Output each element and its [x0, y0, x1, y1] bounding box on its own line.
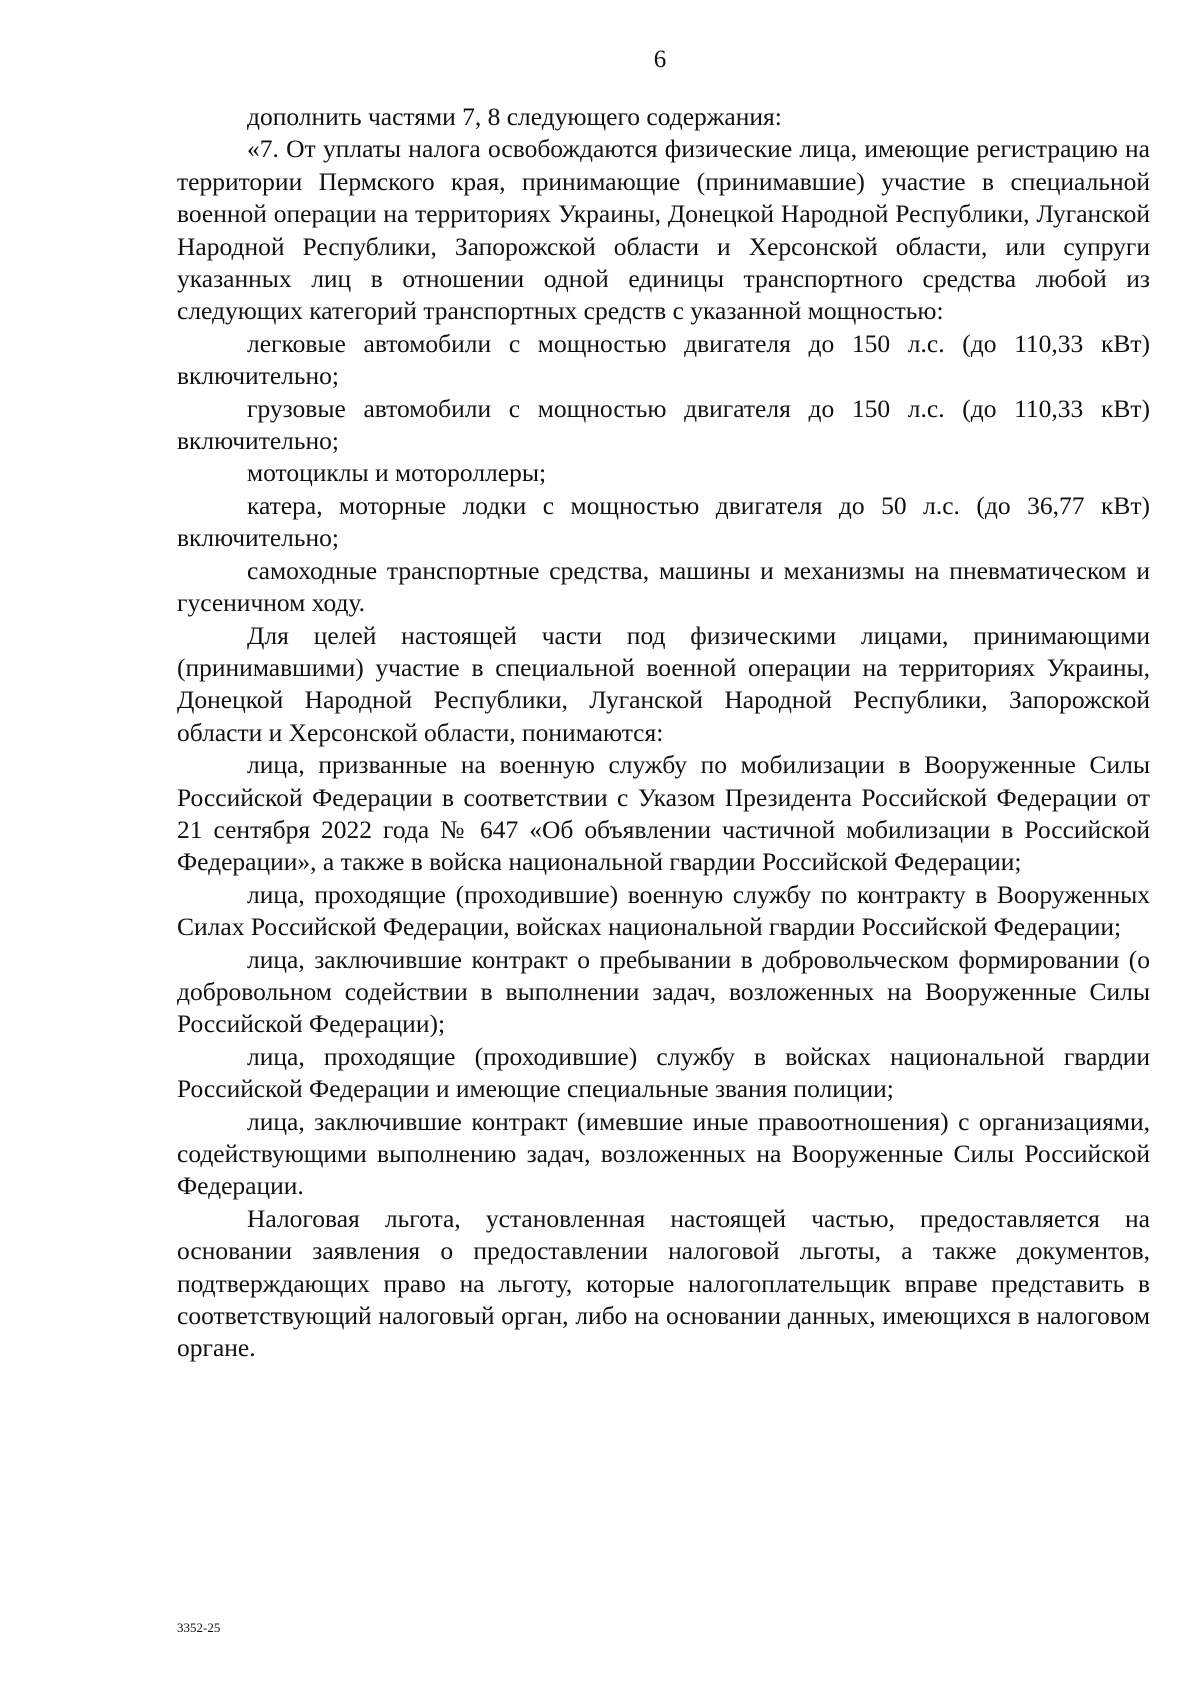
paragraph-definition: Для целей настоящей части под физическими лицами, принимающими (принимавшими) участие в специальной военной операции на территориях Украины, Донецкой Народной Республики, Луганской Народной Республики, Запорожской области и Херсонской области, понимаются: [177, 620, 1150, 747]
document-code: 3352-25 [177, 1620, 221, 1635]
paragraph-intro: дополнить частями 7, 8 следующего содержания: [247, 102, 782, 131]
list-item-volunteer: лица, заключившие контракт о пребывании в добровольческом формировании (о добровольном содействии в выполнении задач, возложенных на Вооруженные Силы Российской Федерации); [177, 944, 1150, 1039]
paragraph-tax-benefit: Налоговая льгота, установленная настоящей частью, предоставляется на основании заявления о предоставлении налоговой льготы, а также документов, подтверждающих право на льготу, которые налогоплательщик вправе представить в соответствующий налоговый орган, либо на основании данных, имеющихся в налоговом органе. [177, 1203, 1150, 1363]
list-item-trucks: грузовые автомобили с мощностью двигателя до 150 л.с. (до 110,33 кВт) включительно; [177, 393, 1150, 456]
list-item-cars: легковые автомобили с мощностью двигателя до 150 л.с. (до 110,33 кВт) включительно; [177, 328, 1150, 391]
list-item-organizations: лица, заключившие контракт (имевшие иные правоотношения) с организациями, содействующими выполнению задач, возложенных на Вооруженные Силы Российской Федерации. [177, 1106, 1150, 1201]
list-item-self-propelled: самоходные транспортные средства, машины и механизмы на пневматическом и гусеничном ходу. [177, 555, 1150, 618]
list-item-contract-service: лица, проходящие (проходившие) военную службу по контракту в Вооруженных Силах Российской Федерации, войсках национальной гвардии Российской Федерации; [177, 879, 1150, 942]
list-item-mobilized: лица, призванные на военную службу по мобилизации в Вооруженные Силы Российской Федерации в соответствии с Указом Президента Российской Федерации от 21 сентября 2022 года № 647 «Об объявлении частичной мобилизации в Российской Федерации», а также в войска национальной гвардии Российской Федерации; [177, 750, 1150, 877]
list-item-national-guard: лица, проходящие (проходившие) службу в войсках национальной гвардии Российской Федерации и имеющие специальные звания полиции; [177, 1041, 1150, 1104]
list-item-boats: катера, моторные лодки с мощностью двигателя до 50 л.с. (до 36,77 кВт) включительно; [177, 490, 1150, 553]
page-number: 6 [653, 46, 667, 73]
document-body [177, 101, 1150, 1365]
list-item-motorcycles: мотоциклы и мотороллеры; [247, 458, 547, 488]
paragraph-part-7: «7. От уплаты налога освобождаются физические лица, имеющие регистрацию на территории Пермского края, принимающие (принимавшие) участие в специальной военной операции на территориях Украины, Донецкой Народной Республики, Луганской Народной Республики, Запорожской области и Херсонской области, или супруги указанных лиц в отношении одной единицы транспортного средства любой из следующих категорий транспортных средств с указанной мощностью: [177, 134, 1150, 326]
